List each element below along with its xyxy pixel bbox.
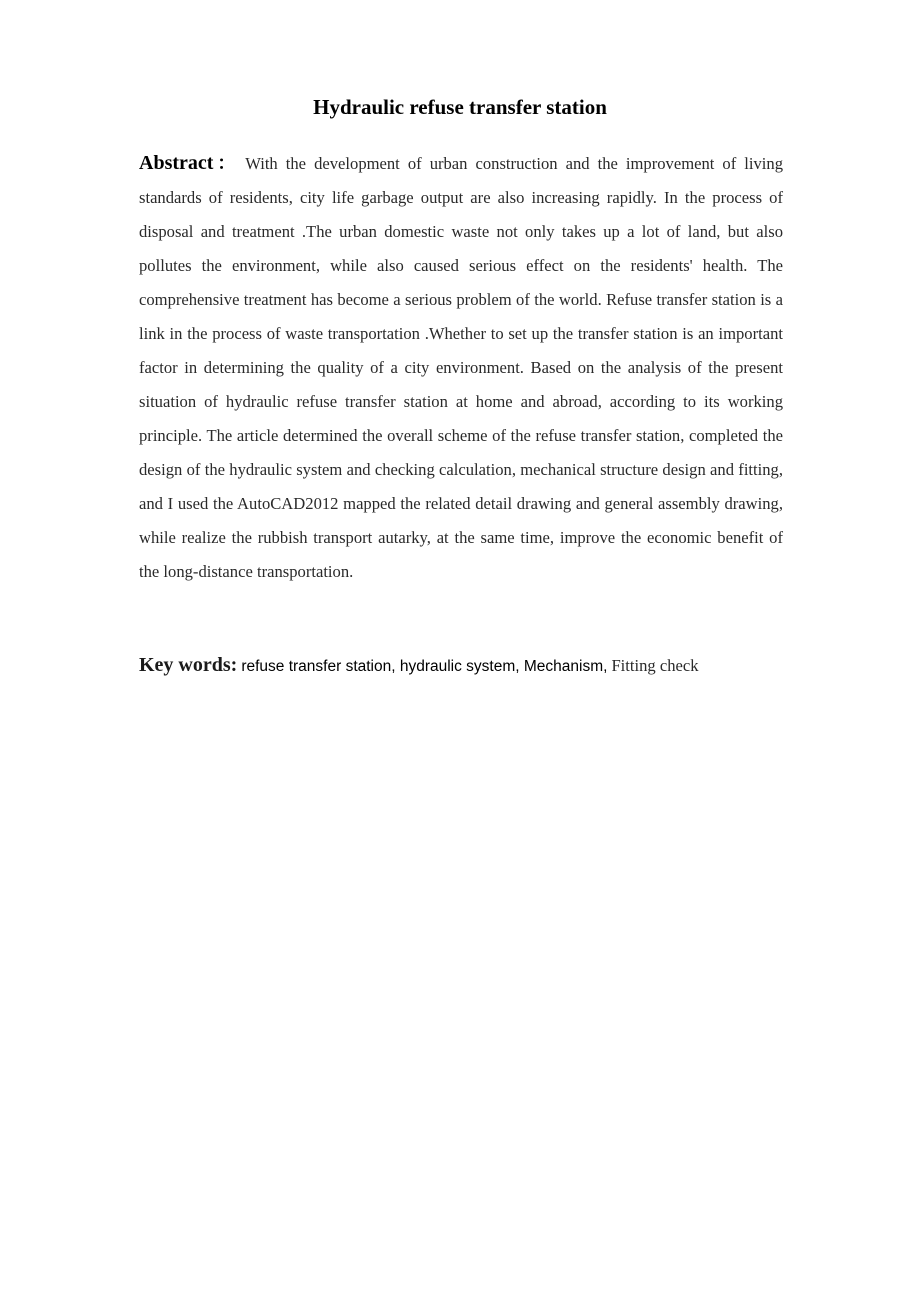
abstract-colon: ： [213,153,240,173]
abstract-paragraph [139,146,783,589]
document-title: Hydraulic refuse transfer station [313,95,607,119]
keywords-list: refuse transfer station, hydraulic system, Mechanism, [241,658,608,675]
keywords-label: Key words: [139,654,238,676]
abstract-text: With the development of urban construction and the improvement of living standards of residents, city life garbage output are also increasing rapidly. In the process of disposal and treatment .The urban domestic waste not only takes up a lot of land, but also pollutes the environment, while also caused serious effect on the residents' health. The comprehensive treatment has become a serious problem of the world. Refuse transfer station is a link in the process of waste transportation .Whether to set up the transfer station is an important factor in determining the quality of a city environment. Based on the analysis of the present situation of hydraulic refuse transfer station at home and abroad, according to its working principle. The article determined the overall scheme of the refuse transfer station, completed the design of the hydraulic system and checking calculation, mechanical structure design and fitting, and I used the AutoCAD2012 mapped the related detail drawing and general assembly drawing, while realize the rubbish transport autarky, at the same time, improve the economic benefit of the long-distance transportation. [139,154,783,581]
keyword-fitting-check: Fitting check [611,656,699,675]
abstract-label: Abstract [139,152,214,174]
keywords-line [139,650,839,682]
